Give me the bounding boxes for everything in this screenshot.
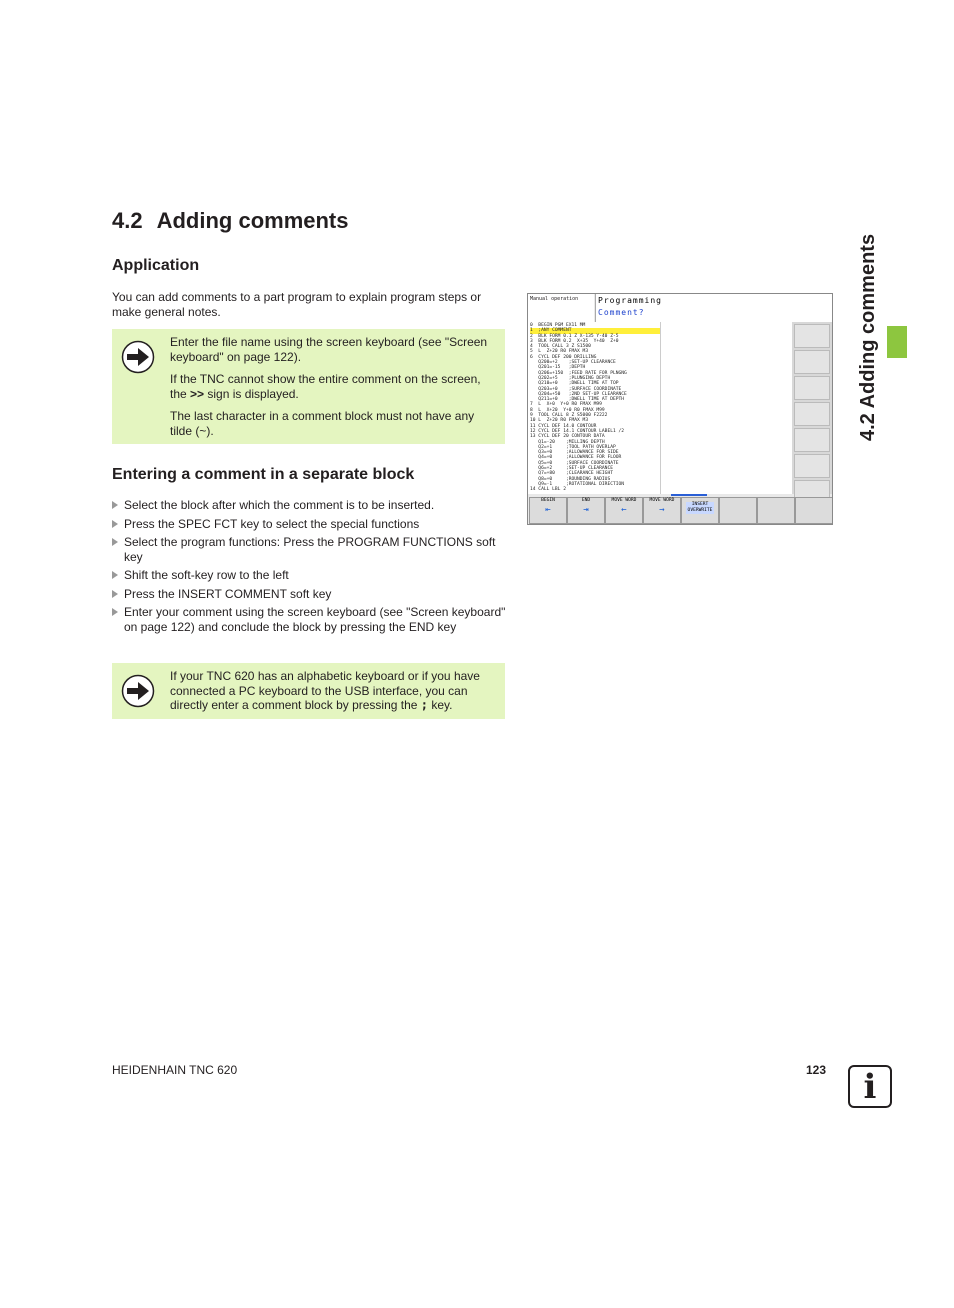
screen-header bbox=[595, 294, 832, 322]
softkey-move-word-right[interactable]: MOVE WORD → bbox=[643, 497, 681, 524]
softkey-end[interactable]: END ⇥ bbox=[567, 497, 605, 524]
note1-p3: The last character in a comment block must not have any tilde (~). bbox=[170, 409, 475, 438]
note-box-1 bbox=[112, 329, 505, 444]
program-line[interactable]: Q200=+2 ;SET-UP CLEARANCE bbox=[530, 360, 616, 366]
application-heading: Application bbox=[112, 257, 200, 274]
note-box-2 bbox=[112, 663, 505, 719]
program-line[interactable]: 14 CALL LBL 2 bbox=[530, 487, 566, 493]
program-line[interactable]: 5 L Z+20 R0 FMAX M3 bbox=[530, 349, 589, 355]
screen-mode-right: Programming bbox=[598, 296, 662, 305]
footer-product: HEIDENHAIN TNC 620 bbox=[112, 1063, 238, 1077]
program-line[interactable]: 10 L Z+20 R0 FMAX M3 bbox=[530, 418, 589, 424]
page-number: 123 bbox=[806, 1063, 827, 1077]
screen-prompt: Comment? bbox=[598, 308, 645, 317]
program-line[interactable]: Q8=+0 ;ROUNDING RADIUS bbox=[530, 476, 611, 482]
vertical-softkey[interactable] bbox=[794, 376, 830, 400]
program-line[interactable]: 1 ;ANY COMMENT bbox=[530, 328, 660, 333]
program-line[interactable]: 3 BLK FORM 0.2 X+35 Y+40 Z+0 bbox=[530, 338, 619, 344]
info-icon: i bbox=[848, 1065, 892, 1108]
graphics-area bbox=[660, 322, 793, 494]
softkey-insert-overwrite[interactable]: INSERT OVERWRITE bbox=[681, 497, 719, 524]
softkey-begin[interactable]: BEGIN ⇤ bbox=[529, 497, 567, 524]
program-line[interactable]: Q204=+50 ;2ND SET-UP CLEARANCE bbox=[530, 391, 627, 397]
note2-text: If your TNC 620 has an alphabetic keyboard or if you have connected a PC keyboard to the USB interface, you can directly enter a comment block by pressing the ; key. bbox=[170, 669, 480, 712]
note1-p1: Enter the file name using the screen keyboard (see "Screen keyboard" on page 122). bbox=[170, 335, 488, 364]
side-title: 4.2 Adding comments bbox=[857, 233, 879, 441]
program-line[interactable]: 13 CYCL DEF 20 CONTOUR DATA bbox=[530, 434, 605, 440]
list-item: Enter your comment using the screen keyboard (see "Screen keyboard" on page 122) and conclude the block by pressing the END key bbox=[112, 605, 510, 634]
program-line[interactable]: Q202=+5 ;PLUNGING DEPTH bbox=[530, 375, 611, 381]
note1-p2: If the TNC cannot show the entire comment on the screen, the >> sign is displayed. bbox=[170, 372, 481, 401]
vertical-softkey[interactable] bbox=[794, 350, 830, 374]
step-list bbox=[112, 498, 510, 638]
program-line[interactable]: Q7=+80 ;CLEARANCE HEIGHT bbox=[530, 471, 613, 477]
list-item: Press the SPEC FCT key to select the special functions bbox=[112, 517, 510, 532]
vertical-softkey[interactable] bbox=[794, 402, 830, 426]
application-intro: You can add comments to a part program to explain program steps or make general notes. bbox=[112, 290, 482, 319]
program-line[interactable]: Q210=+0 ;DWELL TIME AT TOP bbox=[530, 381, 619, 387]
step-triangle-icon bbox=[112, 571, 118, 579]
program-line[interactable]: Q5=+0 ;SURFACE COORDINATE bbox=[530, 460, 619, 466]
program-line[interactable]: 11 CYCL DEF 14.0 CONTOUR bbox=[530, 423, 597, 429]
program-line[interactable]: Q201=-15 ;DEPTH bbox=[530, 365, 586, 371]
softkey-move-word-left[interactable]: MOVE WORD ← bbox=[605, 497, 643, 524]
chapter-tab bbox=[887, 326, 907, 358]
program-line[interactable]: 9 TOOL CALL 8 Z S5000 F2222 bbox=[530, 413, 608, 419]
program-line[interactable]: 8 L X+20 Y+0 R0 FMAX M99 bbox=[530, 407, 605, 413]
arrow-right-icon bbox=[121, 340, 155, 374]
step-triangle-icon bbox=[112, 590, 118, 598]
vertical-softkey[interactable] bbox=[794, 428, 830, 452]
list-item: Select the program functions: Press the PROGRAM FUNCTIONS soft key bbox=[112, 535, 510, 564]
program-line[interactable]: Q3=+0 ;ALLOWANCE FOR SIDE bbox=[530, 450, 619, 456]
vertical-softkey[interactable] bbox=[794, 454, 830, 478]
section-heading: 4.2 Adding comments bbox=[112, 208, 349, 233]
tnc-screen-screenshot bbox=[527, 293, 833, 525]
program-line[interactable]: Q206=+150 ;FEED RATE FOR PLNGNG bbox=[530, 370, 627, 376]
list-item: Press the INSERT COMMENT soft key bbox=[112, 587, 510, 602]
softkey-empty[interactable] bbox=[757, 497, 795, 524]
step-triangle-icon bbox=[112, 538, 118, 546]
program-line[interactable]: 7 L X+0 Y+0 R0 FMAX M99 bbox=[530, 402, 602, 408]
step-triangle-icon bbox=[112, 608, 118, 616]
program-line[interactable]: Q9=-1 ;ROTATIONAL DIRECTION bbox=[530, 481, 625, 487]
program-line[interactable]: 4 TOOL CALL 3 Z S1500 bbox=[530, 344, 591, 350]
program-line[interactable]: Q2=+1 ;TOOL PATH OVERLAP bbox=[530, 444, 616, 450]
softkey-empty[interactable] bbox=[719, 497, 757, 524]
arrow-right-icon bbox=[121, 674, 155, 708]
program-line[interactable]: Q6=+2 ;SET-UP CLEARANCE bbox=[530, 466, 613, 472]
separate-block-heading: Entering a comment in a separate block bbox=[112, 466, 415, 483]
vertical-softkeys bbox=[792, 322, 832, 494]
program-line[interactable]: Q4=+0 ;ALLOWANCE FOR FLOOR bbox=[530, 455, 622, 461]
step-triangle-icon bbox=[112, 501, 118, 509]
program-line[interactable]: 6 CYCL DEF 200 DRILLING bbox=[530, 354, 597, 360]
step-triangle-icon bbox=[112, 520, 118, 528]
list-item: Shift the soft-key row to the left bbox=[112, 568, 510, 583]
list-item: Select the block after which the comment is to be inserted. bbox=[112, 498, 510, 513]
program-line[interactable]: Q203=+0 ;SURFACE COORDINATE bbox=[530, 386, 622, 392]
program-line[interactable]: Q211=+0 ;DWELL TIME AT DEPTH bbox=[530, 397, 625, 403]
vertical-softkey[interactable] bbox=[794, 324, 830, 348]
screen-mode-left: Manual operation bbox=[528, 294, 594, 322]
program-line[interactable]: 0 BEGIN PGM EX11 MM bbox=[530, 323, 586, 328]
program-line[interactable]: 2 BLK FORM 0.1 Z X-135 Y-40 Z-5 bbox=[530, 333, 619, 339]
program-line[interactable]: 12 CYCL DEF 14.1 CONTOUR LABEL1 /2 bbox=[530, 428, 625, 434]
program-line[interactable]: Q1=-20 ;MILLING DEPTH bbox=[530, 439, 605, 445]
softkey-empty[interactable] bbox=[795, 497, 833, 524]
program-listing bbox=[528, 322, 660, 494]
